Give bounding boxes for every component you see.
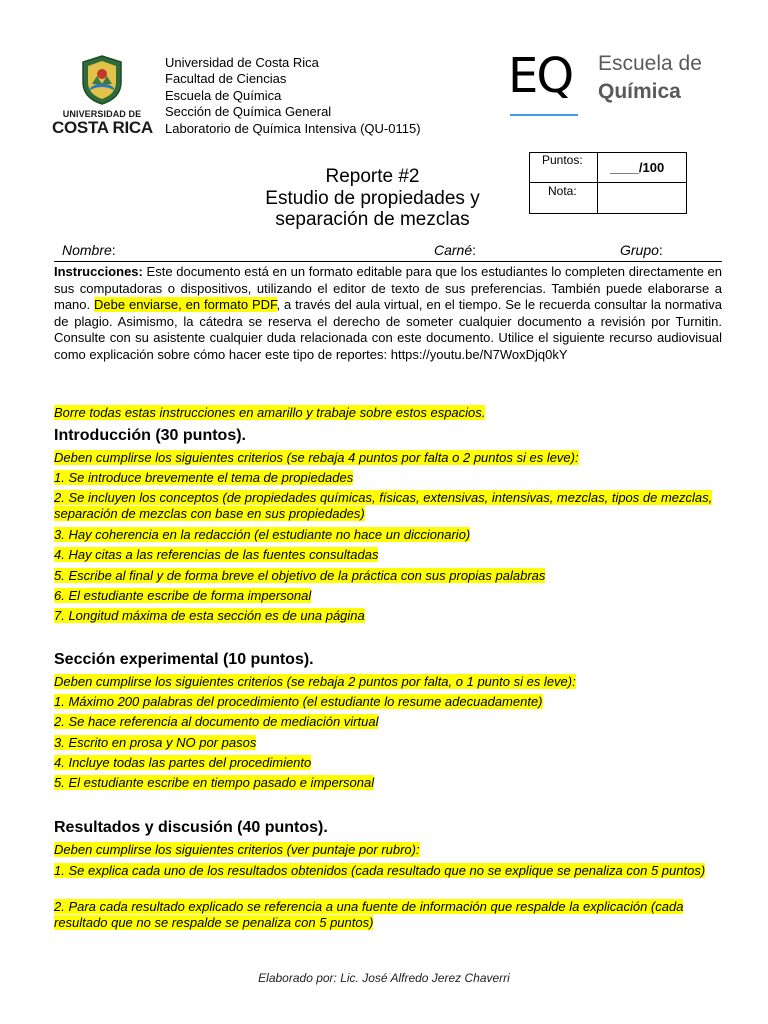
criteria-item: 3. Hay coherencia en la redacción (el estudiante no hace un diccionario) — [54, 527, 471, 542]
criteria-item: 4. Incluye todas las partes del procedimiento — [54, 755, 312, 770]
header-university: Universidad de Costa Rica — [165, 55, 319, 70]
student-row-underline — [54, 261, 722, 262]
eq-logo-mark: EQ — [508, 48, 573, 104]
instructions-highlight: Debe enviarse, en formato PDF — [94, 297, 277, 313]
grade-value-field[interactable] — [600, 184, 684, 210]
eq-logo — [508, 48, 718, 120]
criteria-intro: Deben cumplirse los siguientes criterios (se rebaja 2 puntos por falta, o 1 punto si es leve): — [54, 674, 576, 689]
points-label: Puntos: — [542, 153, 583, 167]
criteria-item: 1. Máximo 200 palabras del procedimiento (el estudiante lo resume adecuadamente) — [54, 694, 543, 709]
criteria-intro: Deben cumplirse los siguientes criterios (se rebaja 4 puntos por falta o 2 puntos si es leve): — [54, 450, 579, 465]
instructions-label: Instrucciones: — [54, 264, 143, 279]
institution-header — [165, 55, 421, 137]
eq-logo-word1: Escuela de — [598, 52, 702, 75]
ucr-logo-line1: UNIVERSIDAD DE — [62, 109, 142, 119]
criteria-item: 2. Se incluyen los conceptos (de propiedades químicas, físicas, extensivas, intensivas, mezclas, tipos de mezclas, separación de mezclas con base en sus propiedades) — [54, 490, 713, 522]
name-field[interactable]: Nombre: — [62, 242, 116, 258]
ucr-seal-icon — [79, 54, 125, 106]
criteria-item: 1. Se explica cada uno de los resultados obtenidos (cada resultado que no se explique se penaliza con 5 puntos) — [54, 863, 706, 878]
section-heading-introduction: Introducción (30 puntos). — [54, 427, 246, 444]
grade-table — [529, 152, 687, 214]
criteria-item: 5. Escribe al final y de forma breve el objetivo de la práctica con sus propias palabras — [54, 568, 546, 583]
grade-label: Nota: — [548, 184, 577, 198]
criteria-item: 2. Para cada resultado explicado se referencia a una fuente de información que respalde la explicación (cada resultado que no se respalde se penaliza con 5 puntos) — [54, 899, 684, 931]
id-field[interactable]: Carné: — [434, 242, 477, 258]
header-faculty: Facultad de Ciencias — [165, 71, 287, 87]
report-title-line1: Reporte #2 — [325, 166, 420, 187]
instructions-text: Este documento está en un formato editable para que los estudiantes lo completen directamente en sus computadoras o dispositivos, utilizando el editor de texto de sus preferencias. También puede elaborarse a mano. — [54, 264, 722, 313]
student-info-row — [54, 242, 722, 260]
criteria-item: 3. Escrito en prosa y NO por pasos — [54, 735, 257, 750]
report-title-line3: separación de mezclas — [275, 209, 470, 230]
criteria-item: 4. Hay citas a las referencias de las fuentes consultadas — [54, 547, 379, 562]
points-value-field[interactable]: ____/100 — [610, 160, 665, 175]
header-lab: Laboratorio de Química Intensiva (QU-0115) — [165, 120, 421, 136]
ucr-logo-line2: COSTA RICA — [52, 118, 153, 137]
criteria-item: 6. El estudiante escribe de forma impersonal — [54, 588, 312, 603]
header-section: Sección de Química General — [165, 104, 332, 120]
report-title-line2: Estudio de propiedades y — [265, 187, 480, 209]
footer-author: Elaborado por: Lic. José Alfredo Jerez Chaverri — [258, 971, 510, 985]
grade-table-divider — [597, 153, 598, 213]
eq-logo-underline — [510, 114, 578, 116]
criteria-item: 1. Se introduce brevemente el tema de propiedades — [54, 470, 354, 485]
ucr-logo — [52, 52, 152, 142]
delete-instructions-note: Borre todas estas instrucciones en amarillo y trabaje sobre estos espacios. — [54, 405, 486, 420]
section-heading-experimental: Sección experimental (10 puntos). — [54, 651, 314, 668]
section-heading-results: Resultados y discusión (40 puntos). — [54, 819, 328, 836]
criteria-item: 5. El estudiante escribe en tiempo pasado e impersonal — [54, 775, 375, 790]
instructions-paragraph — [54, 264, 722, 364]
report-title — [210, 166, 535, 231]
criteria-intro: Deben cumplirse los siguientes criterios (ver puntaje por rubro): — [54, 842, 420, 857]
criteria-item: 7. Longitud máxima de esta sección es de una página — [54, 608, 365, 623]
group-field[interactable]: Grupo: — [620, 242, 663, 258]
criteria-item: 2. Se hace referencia al documento de mediación virtual — [54, 714, 379, 729]
eq-logo-word2: Química — [598, 80, 681, 103]
grade-table-divider — [530, 182, 686, 183]
instructions-text: , a través del aula virtual, en el tiempo. Se le recuerda consultar la normativa de plagio. Asimismo, la cátedra se reserva el derecho de someter cualquier documento a revisión por Turnitin. Consulte con su asistente cualquier duda relacionada con este documento. Utilice el siguiente recurso audiovisual como explicación sobre cómo hacer este tipo de reportes: https://youtu.be/N7WoxDjq0kY — [54, 297, 722, 362]
header-school: Escuela de Química — [165, 87, 282, 103]
